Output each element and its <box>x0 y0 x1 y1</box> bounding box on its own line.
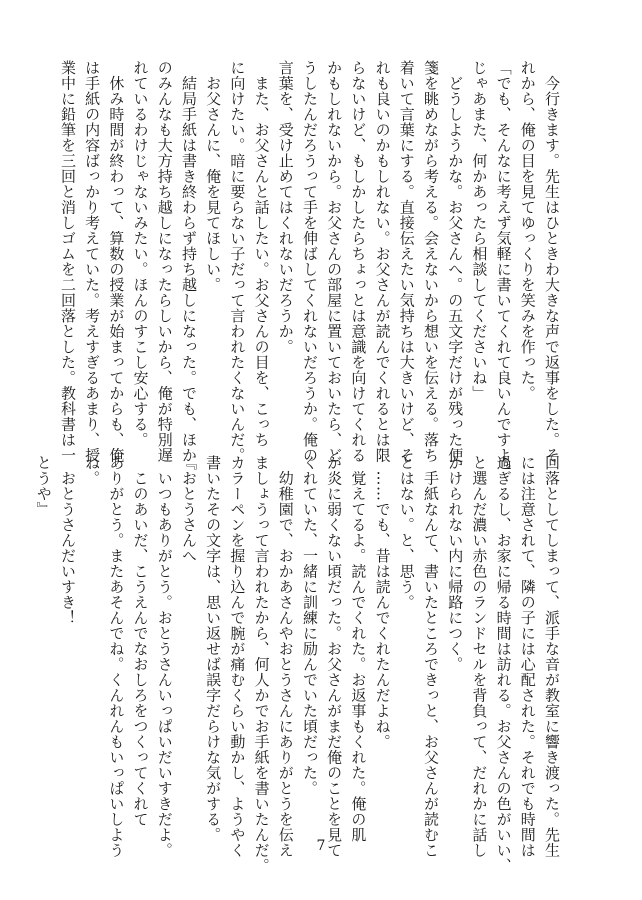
upper-text-block <box>50 60 564 479</box>
text-line: お父さんに、俺を見てほしい。 <box>204 60 223 293</box>
text-line: のみんなも大方持ち越しになったらしいから、俺が特別遅 <box>155 60 174 463</box>
text-line: れから、俺の目を見てゆっくりを笑みを作った。 <box>518 60 537 401</box>
text-line: らないけど、もしかしたらちょっとは意識を向けてくれる <box>349 60 368 463</box>
text-line: かもしれないから。お父さんの部屋に置いておいたら、ど <box>325 60 344 463</box>
text-line: くれていた、一緒に訓練に励んでいた頃だった。 <box>300 455 319 796</box>
text-line: 回落としてしまって、派手な音が教室に響き渡った。先生 <box>543 455 561 858</box>
text-line: と選んだ濃い赤色のランドセルを背負って、だれかに話し <box>470 455 489 858</box>
text-line: ましょうって言われたから、何人かでお手紙を書いたんだ。 <box>252 455 271 874</box>
text-line: 「でも、そんなに考えず気軽に書いてくれて良いんですよ。 <box>494 60 513 479</box>
text-line: れているわけじゃないみたい。ほんのすこし安心する。 <box>131 60 150 448</box>
text-line: 過ぎるし、お家に帰る時間は訪れる。お父さんの色がいい、 <box>494 455 513 874</box>
page-number: 7 <box>316 838 326 854</box>
text-line: 書いたその文字は、思い返せば誤字だらけな気がする。 <box>204 455 223 843</box>
text-line: とうや』 <box>34 455 53 517</box>
text-line: かけられない内に帰路につく。 <box>446 455 465 672</box>
text-line: れも良いのかもしれない。お父さんが読んでくれるとは限 <box>373 60 392 463</box>
text-line: 『おとうさんへ <box>179 455 198 564</box>
text-line: が炎に弱くない頃だった。お父さんがまだ俺のことを見て <box>325 455 344 858</box>
text-line: ……でも、昔は読んでくれたんだよね。 <box>373 455 392 750</box>
text-line: 結局手紙は書き終わらず持ち越しになった。でも、ほか <box>179 60 198 463</box>
text-line: また、お父さんと話したい。お父さんの目を、こっち <box>252 60 271 448</box>
text-line: じゃあまた、何かあったら相談してくださいね」 <box>470 60 489 401</box>
text-line: どうしようかな。お父さんへ。の五文字だけが残った便 <box>446 60 465 463</box>
text-line: うしたんだろうって手を伸ばしてくれないだろうか。俺の <box>300 60 319 463</box>
text-line: 覚えてるよ。読んでくれた。お返事もくれた。俺の肌 <box>349 455 368 843</box>
text-line: 着いて言葉にする。直接伝えたい気持ちは大きいけど、そ <box>397 60 416 463</box>
text-line: は手紙の内容ばっかり考えていた。考えすぎるあまり、授 <box>83 60 102 463</box>
text-line: には注意されて、隣の子には心配された。それでも時間は <box>518 455 537 858</box>
text-line: 手紙なんて、書いたところできっと、お父さんが読むこ <box>421 455 440 858</box>
text-line: 今行きます。先生はひときわ大きな声で返事をした。そ <box>543 60 561 463</box>
text-line: ありがとう。またあそんでね。くんれんもいっぱいしよう <box>107 455 126 858</box>
text-line: このあいだ、こうえんでなおしろをつくってくれて <box>131 455 150 827</box>
text-line: ね。 <box>83 455 102 486</box>
text-line: 幼稚園で、おかあさんやおとうさんにありがとうを伝え <box>276 455 295 858</box>
lower-text-block <box>34 455 564 874</box>
text-line: いつもありがとう。おとうさんいっぱいだいすきだよ。 <box>155 455 174 858</box>
text-line: とはない。と、思う。 <box>397 455 416 610</box>
text-line: カラーペンを握り込んで腕が痛むくらい動かし、ようやく <box>228 455 247 858</box>
text-line: 言葉を、受け止めてはくれないだろうか。 <box>276 60 295 355</box>
text-line: 箋を眺めながら考える。会えないから想いを伝える。落ち <box>421 60 440 463</box>
text-line: に向けたい。暗に要らない子だって言われたくないんだ。 <box>228 60 247 463</box>
text-line: おとうさんだいすき！ <box>58 455 77 626</box>
text-line: 業中に鉛筆を三回と消しゴムを二回落とした。教科書は一 <box>58 60 77 463</box>
text-line: 休み時間が終わって、算数の授業が始まってからも、俺 <box>107 60 126 463</box>
